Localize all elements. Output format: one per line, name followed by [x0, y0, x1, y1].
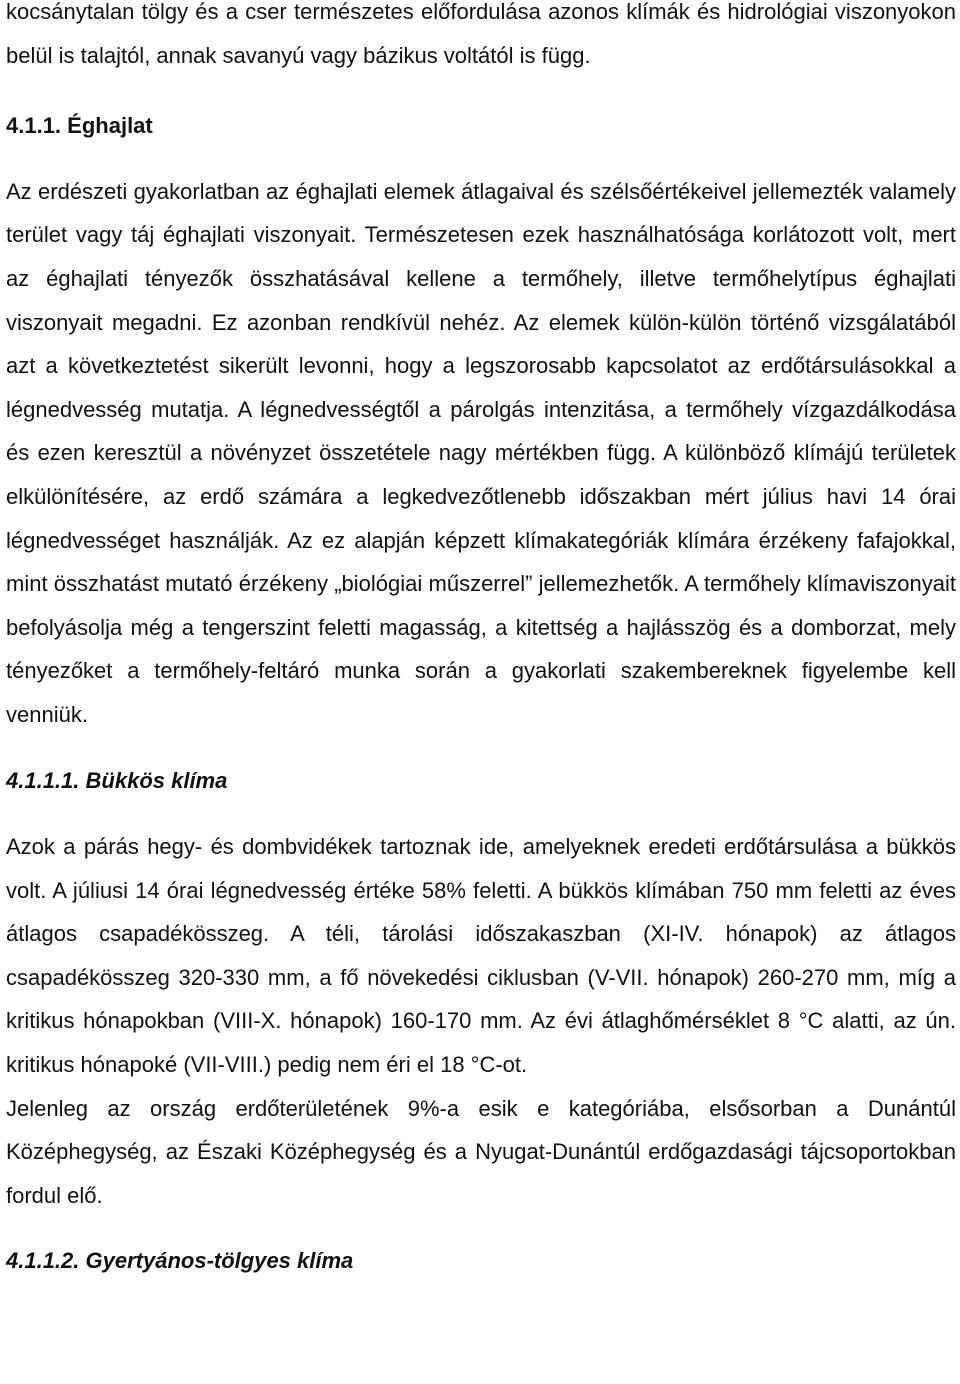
intro-paragraph: kocsánytalan tölgy és a cser természetes előfordulása azonos klímák és hidrológiai viszonyokon belül is talajtól, annak savanyú vagy bázikus voltától is függ. [6, 0, 956, 68]
subsection-number: 4.1.1.2. [6, 1248, 80, 1274]
subsection-number: 4.1.1.1. [6, 767, 80, 793]
subsection-title: Bükkös klíma [85, 767, 228, 793]
document-page [6, 0, 956, 1283]
subsection-heading-beech [6, 759, 956, 803]
subsection-heading-hornbeam-oak [6, 1239, 956, 1283]
section-heading [6, 104, 956, 148]
beech-paragraph-2: Jelenleg az ország erdőterületének 9%-a esik e kategóriába, elsősorban a Dunántúl Középhegység, az Északi Középhegység és a Nyugat-Dunántúl erdőgazdasági tájcsoportokban fordul elő. [6, 1095, 956, 1208]
climate-paragraph: Az erdészeti gyakorlatban az éghajlati elemek átlagaival és szélsőértékeivel jellemezték valamely terület vagy táj éghajlati viszonyait. Természetesen ezek használhatósága korlátozott volt, mert az éghajlati tényezők összhatásával kellene a termőhely, illetve termőhelytípus éghajlati viszonyait megadni. Ez azonban rendkívül nehéz. Az elemek külön-külön történő vizsgálatából azt a következtetést sikerült levonni, hogy a legszorosabb kapcsolatot az erdőtársulásokkal a légnedvesség mutatja. A légnedvességtől a párolgás intenzitása, a termőhely vízgazdálkodása és ezen keresztül a növényzet összetétele nagy mértékben függ. A különböző klímájú területek elkülönítésére, az erdő számára a legkedvezőtlenebb időszakban mért július havi 14 órai légnedvességet használják. Az ez alapján képzett klímakategóriák klímára érzékeny fafajokkal, mint összhatást mutató érzékeny „biológiai műszerrel” jellemezhetők. A termőhely klímaviszonyait befolyásolja még a tengerszint feletti magasság, a kitettség a hajlásszög és a domborzat, mely tényezőket a termőhely-feltáró munka során a gyakorlati szakembereknek figyelembe kell venniük. [6, 178, 956, 727]
section-number: 4.1.1. [6, 113, 62, 139]
beech-paragraph-1: Azok a párás hegy- és dombvidékek tartoznak ide, amelyeknek eredeti erdőtársulása a bükkös volt. A júliusi 14 órai légnedvesség értéke 58% feletti. A bükkös klímában 750 mm feletti az éves átlagos csapadékösszeg. A téli, tárolási időszakaszban (XI-IV. hónapok) az átlagos csapadékösszeg 320-330 mm, a fő növekedési ciklusban (V-VII. hónapok) 260-270 mm, míg a kritikus hónapokban (VIII-X. hónapok) 160-170 mm. Az évi átlaghőmérséklet 8 °C alatti, az ún. kritikus hónapoké (VII-VIII.) pedig nem éri el 18 °C-ot. [6, 834, 956, 1078]
subsection-title: Gyertyános-tölgyes klíma [85, 1248, 354, 1274]
section-title: Éghajlat [67, 113, 153, 139]
